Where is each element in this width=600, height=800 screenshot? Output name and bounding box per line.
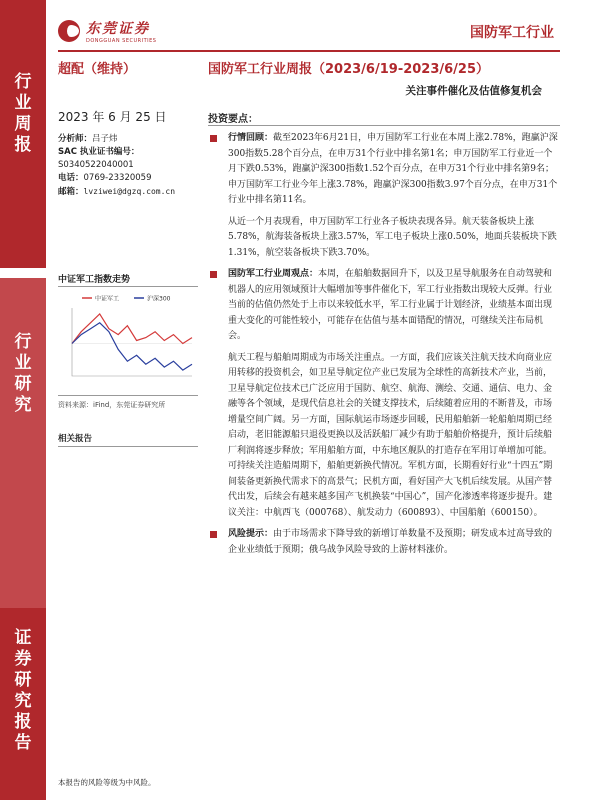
- sac-label: SAC 执业证书编号：: [58, 147, 140, 157]
- summary-heading: 投资要点：: [208, 114, 258, 125]
- index-chart: [58, 290, 198, 390]
- logo-icon: [58, 20, 80, 42]
- sac-number: S0340522040001: [58, 160, 134, 170]
- related-reports-rule: [58, 446, 198, 447]
- report-date: 2023 年 6 月 25 日: [58, 110, 167, 124]
- chart-series-line-1: [72, 323, 192, 370]
- logo-name: 东莞证券: [86, 21, 150, 37]
- point-risk-head: 风险提示：: [228, 529, 274, 539]
- phone-number: 0769-23320059: [83, 173, 152, 183]
- rating: 超配（维持）: [58, 62, 137, 77]
- chart-axes: [72, 308, 192, 376]
- related-reports-heading: 相关报告: [58, 434, 93, 444]
- email-label: 邮箱：: [58, 187, 84, 197]
- chart-legend-label-0: 中证军工: [95, 295, 120, 303]
- analyst-name: 吕子炜: [92, 134, 118, 144]
- point-market-review: [208, 131, 560, 209]
- index-chart-svg: [58, 290, 198, 390]
- point-risk: [208, 527, 560, 558]
- chart-legend-label-1: 沪深300: [147, 295, 171, 303]
- band-label-research: 行业研究: [14, 332, 32, 415]
- band-label-report: 证券研究报告: [14, 628, 32, 753]
- band-gap: [0, 268, 46, 278]
- report-title: 国防军工行业周报（2023/6/19-2023/6/25）: [208, 62, 490, 77]
- point-market-review-body: 截至2023年6月21日，申万国防军工行业在本周上涨2.78%，跑赢沪深300指数5.28个百分点，在申万31个行业中排名第1名；申万国防军工行业近一个月下跌0.53%，跑赢沪深300指数1.52个百分点，在申万31个行业中排名第9名；申万国防军工行业今年上涨3.78%，跑赢沪深300指数3.97个百分点，在申万31个行业中排名第11名。: [228, 133, 558, 205]
- header-divider: [58, 50, 560, 52]
- weekly-view-detail: 航天工程与船舶周期成为市场关注重点。一方面，我们应该关注航天技术向商业应用转移的投资机会，如卫星导航定位产业已发展为全球性的高新技术产业，当前，卫星导航定位技术已广泛应用于国防、航空、航海、测绘、交通、通信、电力、金融等各个领域，是现代信息社会的关键支撑技术，后续随着应用的不断普及，市场增量空间广阔。另一方面，国际航运市场逐步回暖，民用船舶新一轮船舶周期已经启动，老旧能源船只退役更换以及活跃船厂减少有助于船舶价格提升，预计后续船厂利润将逐步释放；军用船舶方面，中东地区舰队的打造存在军用订单增加可能。可持续关注造船周期下，船舶更新换代情况。军机方面，长期看好行业“十四五”期间装备更新换代需求下的高景气；民机方面，看好国产大飞机后续发展。从国产替代出发，后续会有越来越多国产飞机换装“中国心”，国产化渗透率将逐步提升。建议关注：中航西飞（000768）、航发动力（600893）、中国船舶（600150）。: [228, 352, 553, 518]
- summary-content: [208, 131, 560, 564]
- industry-label: 国防军工行业: [470, 25, 554, 41]
- point-risk-body: 由于市场需求下降导致的新增订单数量不及预期；研发成本过高导致的企业业绩低于预期；俄乌战争风险导致的上游材料涨价。: [228, 529, 553, 555]
- company-logo: [58, 18, 156, 44]
- phone-label: 电话：: [58, 173, 84, 183]
- band-section-report: [0, 608, 46, 800]
- band-section-research: [0, 278, 46, 608]
- point-weekly-view-head: 国防军工行业周观点：: [228, 269, 319, 279]
- point-weekly-view: [208, 267, 560, 345]
- email-address[interactable]: lvziwei@dgzq.com.cn: [83, 187, 176, 196]
- chart-title: 中证军工指数走势: [58, 275, 131, 285]
- chart-source: 资料来源：iFind，东莞证券研究所: [58, 401, 166, 409]
- band-section-weekly: [0, 0, 46, 268]
- band-label-weekly: 行业周报: [14, 72, 32, 155]
- chart-top-rule: [58, 286, 198, 287]
- point-market-review-head: 行情回顾：: [228, 133, 274, 143]
- logo-name-en: DONGGUAN SECURITIES: [86, 38, 157, 44]
- analyst-info: [58, 133, 198, 199]
- summary-rule: [208, 125, 560, 126]
- point-weekly-view-body: 本周，在船舶数据回升下，以及卫星导航服务在自动驾驶和机器人的应用领域预计大幅增加等事件催化下，军工行业指数出现较大反弹。行业当前的估值仍然处于上市以来较低水平，军工行业属于计划经济，业绩基本面出现重大变化的可能性较小，可能存在估值与基本面错配的情况，可继续关注布局机会。: [228, 269, 553, 341]
- side-band: [0, 0, 46, 800]
- analyst-name-label: 分析师：: [58, 134, 93, 144]
- report-subtitle: 关注事件催化及估值修复机会: [405, 85, 542, 97]
- chart-bottom-rule: [58, 395, 198, 396]
- market-review-detail: 从近一个月表现看，申万国防军工行业各子板块表现各异。航天装备板块上涨5.78%，航海装备板块上涨3.57%，军工电子板块上涨0.50%，地面兵装板块下跌1.31%，航空装备板块下跌3.70%。: [228, 216, 557, 258]
- disclaimer: 本报告的风险等级为中风险。: [58, 778, 156, 787]
